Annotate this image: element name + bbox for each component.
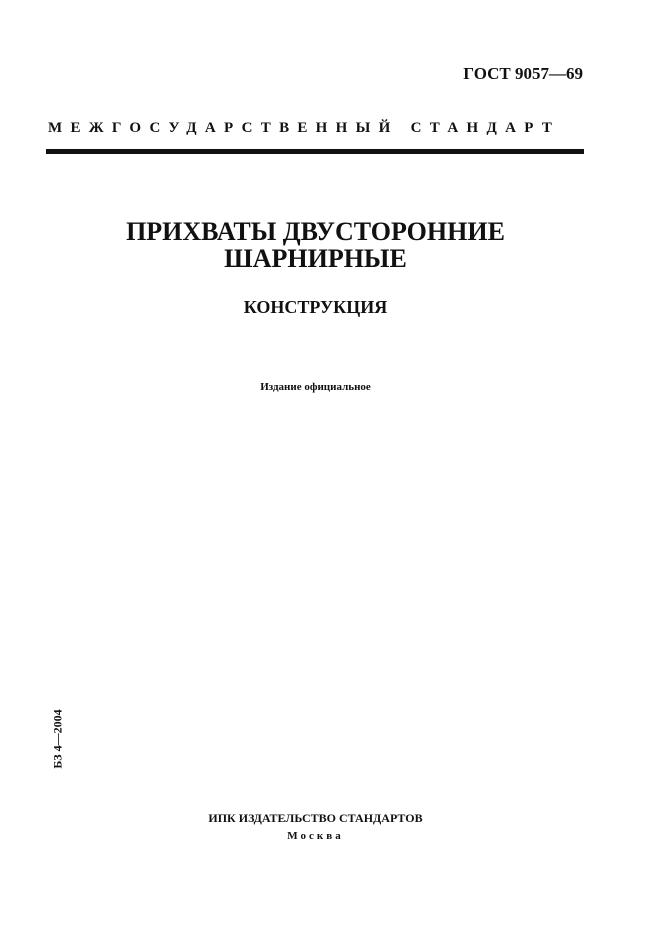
document-title-line-2: ШАРНИРНЫЕ xyxy=(224,244,407,273)
document-title-line-1: ПРИХВАТЫ ДВУСТОРОННИЕ xyxy=(126,217,505,246)
edition-note: Издание официальное xyxy=(260,381,371,393)
standard-type-heading: МЕЖГОСУДАРСТВЕННЫЙ СТАНДАРТ xyxy=(48,120,561,136)
publication-city: Москва xyxy=(287,830,344,842)
document-number: ГОСТ 9057—69 xyxy=(463,64,583,83)
publisher-name: ИПК ИЗДАТЕЛЬСТВО СТАНДАРТОВ xyxy=(208,811,423,825)
header-divider xyxy=(46,149,584,154)
document-subtitle: КОНСТРУКЦИЯ xyxy=(243,297,388,317)
catalog-code: БЗ 4—2004 xyxy=(50,709,65,769)
